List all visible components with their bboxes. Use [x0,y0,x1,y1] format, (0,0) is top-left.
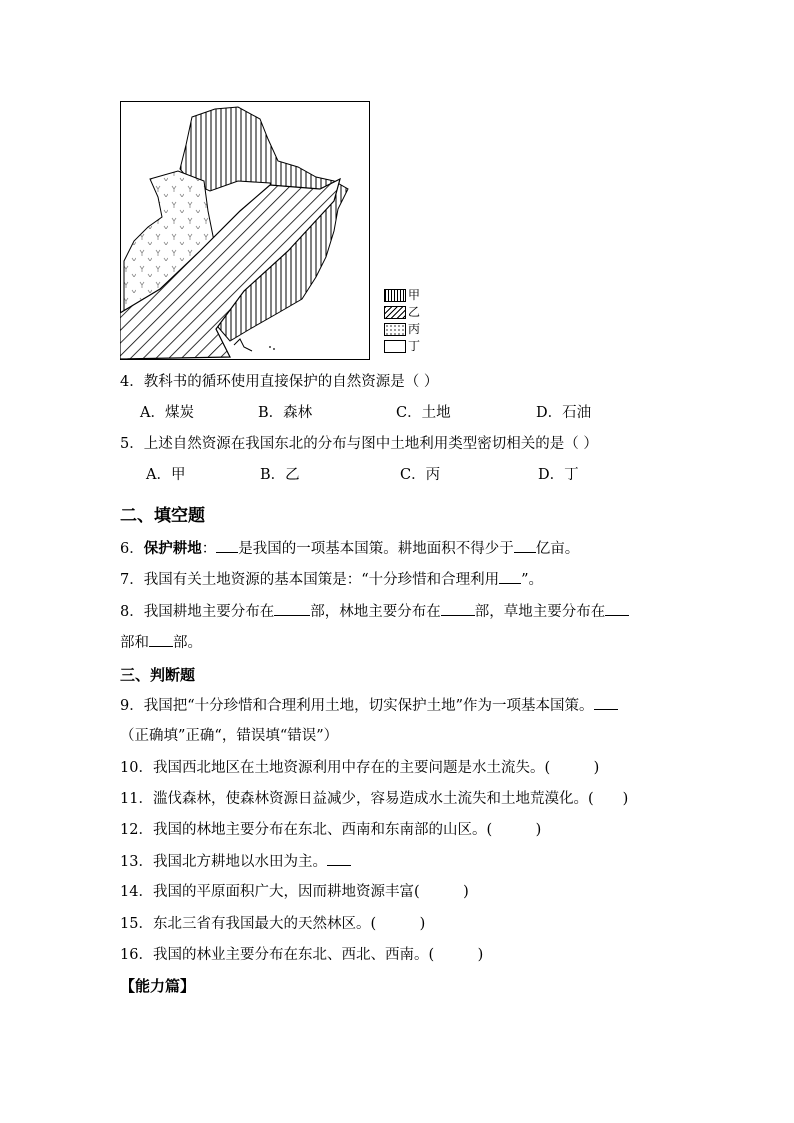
question-13 [120,851,351,872]
q7-blank[interactable] [499,569,521,584]
q6-blank-1[interactable] [216,538,238,553]
legend-swatch-yi [384,306,406,319]
question-8-line-2 [120,632,202,653]
legend-jia [384,288,420,302]
question-14: 14．我国的平原面积广大，因而耕地资源丰富( ) [120,884,469,900]
question-9-line-2: （正确填”正确“，错误填“错误”） [120,728,339,744]
question-15: 15．东北三省有我国最大的天然林区。( ) [120,916,426,932]
legend-yi [384,305,420,319]
q9-text-1: 9．我国把“十分珍惜和合理利用土地，切实保护土地”作为一项基本国策。 [120,698,594,714]
q4-option-b[interactable]: B．森林 [258,405,313,421]
section-judgement-title: 三、判断题 [120,666,196,684]
legend-swatch-jia [384,289,406,302]
q5-option-b[interactable]: B．乙 [260,467,300,483]
question-9-line-1 [120,695,618,716]
legend-swatch-bing [384,323,406,336]
q13-blank[interactable] [327,851,351,866]
legend-ding [384,339,420,353]
q7-text-2: ”。 [521,572,544,588]
question-7 [120,569,543,590]
q8-blank-4[interactable] [149,632,173,647]
legend-label-yi: 乙 [408,305,421,319]
q6-blank-2[interactable] [514,538,536,553]
question-4: 4．教科书的循环使用直接保护的自然资源是（ ） [120,374,439,390]
question-8-line-1 [120,601,629,622]
q6-bold-term: 保护耕地 [143,540,202,557]
legend-bing [384,322,420,336]
q8-text-3: 部，草地主要分布在 [474,604,606,620]
question-16: 16．我国的林业主要分布在东北、西北、西南。( ) [120,947,484,963]
legend-label-ding: 丁 [408,339,421,353]
q8-text-5: 部。 [173,635,202,651]
legend-label-bing: 丙 [408,322,421,336]
q8-blank-1[interactable] [274,601,310,616]
section-fill-in-title: 二、填空题 [120,506,205,526]
question-5: 5．上述自然资源在我国东北的分布与图中土地利用类型密切相关的是（ ） [120,436,598,452]
question-10: 10．我国西北地区在土地资源利用中存在的主要问题是水土流失。( ) [120,760,600,776]
q6-text-3: 亿亩。 [535,541,580,557]
q9-blank[interactable] [594,695,618,710]
question-12: 12．我国的林地主要分布在东北、西南和东南部的山区。( ) [120,822,542,838]
q5-option-a[interactable]: A．甲 [146,467,186,483]
q8-blank-2[interactable] [441,601,475,616]
q6-text-1: ： [201,541,217,557]
q5-option-c[interactable]: C．丙 [400,467,441,483]
q4-option-c[interactable]: C．土地 [396,405,451,421]
q8-text-2: 部，林地主要分布在 [310,604,441,620]
northeast-land-use-map [120,101,371,361]
q8-text-1: 8．我国耕地主要分布在 [120,604,275,620]
q4-option-d[interactable]: D．石油 [536,405,592,421]
q13-text: 13．我国北方耕地以水田为主。 [120,854,327,870]
legend-label-jia: 甲 [408,288,421,302]
q6-number: 6． [120,541,144,557]
section-ability-title: 【能力篇】 [120,977,196,995]
question-11: 11．滥伐森林，使森林资源日益减少，容易造成水土流失和土地荒漠化。( ) [120,791,629,807]
q8-blank-3[interactable] [605,601,629,616]
q7-text-1: 7．我国有关土地资源的基本国策是：“十分珍惜和合理利用 [120,572,500,588]
question-6 [120,538,579,559]
q8-text-4: 部和 [120,635,149,651]
q4-option-a[interactable]: A．煤炭 [140,405,194,421]
q5-option-d[interactable]: D．丁 [538,467,579,483]
q6-text-2: 是我国的一项基本国策。耕地面积不得少于 [238,541,514,557]
legend-swatch-ding [384,340,406,353]
